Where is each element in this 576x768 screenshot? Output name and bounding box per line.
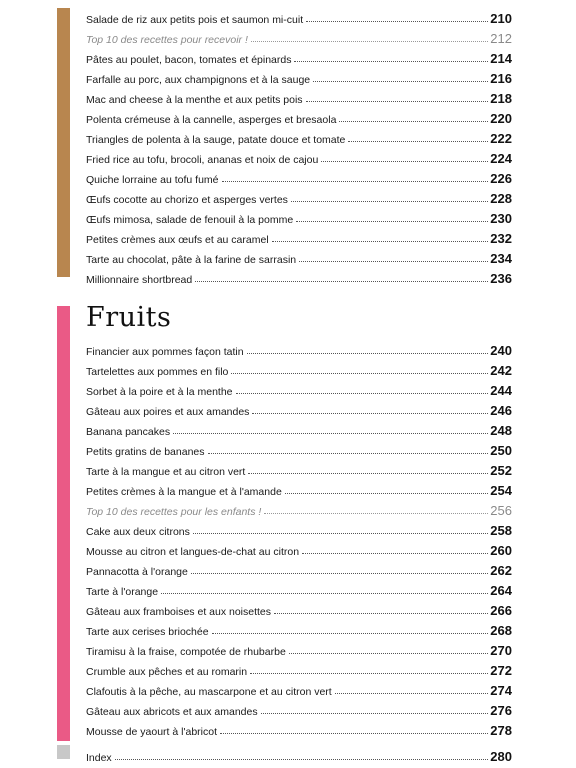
- toc-entry-title: Top 10 des recettes pour les enfants !: [86, 506, 262, 518]
- toc-entry: [86, 26, 512, 46]
- dot-leader: [195, 281, 488, 282]
- toc-entry-page-number: 270: [490, 643, 512, 658]
- toc-entry-title: Tartelettes aux pommes en filo: [86, 366, 229, 378]
- dot-leader: [302, 553, 488, 554]
- toc-entry: [86, 266, 512, 286]
- toc-entry: [86, 698, 512, 718]
- toc-entry: [86, 658, 512, 678]
- toc-entry-page-number: 268: [490, 623, 512, 638]
- toc-entry-title: Pannacotta à l'orange: [86, 566, 188, 578]
- toc-entry: [86, 186, 512, 206]
- toc-entry-title: Pâtes au poulet, bacon, tomates et épinards: [86, 54, 292, 66]
- dot-leader: [161, 593, 488, 594]
- toc-entry: [86, 638, 512, 658]
- toc-entry-page-number: 240: [490, 343, 512, 358]
- dot-leader: [222, 181, 489, 182]
- toc-entry-page-number: 262: [490, 563, 512, 578]
- dot-leader: [252, 413, 488, 414]
- dot-leader: [321, 161, 488, 162]
- dot-leader: [306, 101, 489, 102]
- toc-entry-page-number: 246: [490, 403, 512, 418]
- toc-entry: [86, 718, 512, 738]
- dot-leader: [299, 261, 488, 262]
- toc-entry: [86, 106, 512, 126]
- toc-entry-title: Mousse au citron et langues-de-chat au citron: [86, 546, 300, 558]
- toc-entry-page-number: 260: [490, 543, 512, 558]
- toc-entry: [86, 358, 512, 378]
- toc-entry: [86, 578, 512, 598]
- toc-entry-title: Gâteau aux framboises et aux noisettes: [86, 606, 272, 618]
- toc-entry: [86, 86, 512, 106]
- toc-list-section-1: [86, 6, 512, 286]
- dot-leader: [274, 613, 488, 614]
- section-title-fruits: Fruits: [86, 302, 172, 333]
- dot-leader: [264, 513, 488, 514]
- toc-entry-title: Quiche lorraine au tofu fumé: [86, 174, 219, 186]
- dot-leader: [247, 353, 489, 354]
- toc-entry-page-number: 276: [490, 703, 512, 718]
- toc-entry-title: Tiramisu à la fraise, compotée de rhubarbe: [86, 646, 286, 658]
- dot-leader: [193, 533, 488, 534]
- toc-entry-page-number: 230: [490, 211, 512, 226]
- dot-leader: [250, 673, 488, 674]
- toc-entry-title: Financier aux pommes façon tatin: [86, 346, 244, 358]
- section-color-bar-brown: [57, 8, 70, 277]
- toc-entry: [86, 418, 512, 438]
- toc-entry-title: Œufs mimosa, salade de fenouil à la pomme: [86, 214, 294, 226]
- toc-entry-title: Salade de riz aux petits pois et saumon mi-cuit: [86, 14, 304, 26]
- toc-entry-title: Petites crèmes aux œufs et au caramel: [86, 234, 269, 246]
- toc-entry-title: Gâteau aux abricots et aux amandes: [86, 706, 258, 718]
- dot-leader: [296, 221, 488, 222]
- toc-entry: [86, 126, 512, 146]
- toc-entry-page-number: 226: [490, 171, 512, 186]
- section-color-bar-index: [57, 745, 70, 759]
- toc-entry-page-number: 210: [490, 11, 512, 26]
- toc-entry-page-number: 254: [490, 483, 512, 498]
- toc-entry-page-number: 236: [490, 271, 512, 286]
- toc-entry-page-number: 228: [490, 191, 512, 206]
- toc-entry-title: Petites crèmes à la mangue et à l'amande: [86, 486, 282, 498]
- toc-entry-page-number: 266: [490, 603, 512, 618]
- toc-entry-title: Mac and cheese à la menthe et aux petits pois: [86, 94, 303, 106]
- toc-entry: [86, 226, 512, 246]
- toc-entry: [86, 744, 512, 764]
- dot-leader: [191, 573, 488, 574]
- toc-entry-title: Tarte au chocolat, pâte à la farine de sarrasin: [86, 254, 297, 266]
- toc-entry: [86, 146, 512, 166]
- toc-entry-title: Triangles de polenta à la sauge, patate douce et tomate: [86, 134, 346, 146]
- toc-entry-page-number: 234: [490, 251, 512, 266]
- toc-entry: [86, 338, 512, 358]
- toc-entry: [86, 378, 512, 398]
- toc-entry-page-number: 244: [490, 383, 512, 398]
- dot-leader: [248, 473, 488, 474]
- toc-entry: [86, 538, 512, 558]
- toc-entry-page-number: 274: [490, 683, 512, 698]
- toc-entry-page-number: 250: [490, 443, 512, 458]
- toc-entry-page-number: 232: [490, 231, 512, 246]
- dot-leader: [251, 41, 488, 42]
- toc-entry-title: Fried rice au tofu, brocoli, ananas et noix de cajou: [86, 154, 319, 166]
- toc-list-fruits: [86, 338, 512, 738]
- dot-leader: [236, 393, 489, 394]
- toc-entry-title: Œufs cocotte au chorizo et asperges vertes: [86, 194, 288, 206]
- toc-entry-page-number: 264: [490, 583, 512, 598]
- dot-leader: [272, 241, 489, 242]
- toc-entry-title: Tarte aux cerises briochée: [86, 626, 209, 638]
- toc-entry: [86, 678, 512, 698]
- toc-entry-title: Polenta crémeuse à la cannelle, asperges et bresaola: [86, 114, 337, 126]
- dot-leader: [261, 713, 489, 714]
- toc-entry-page-number: 258: [490, 523, 512, 538]
- toc-entry: [86, 46, 512, 66]
- toc-entry-title: Tarte à l'orange: [86, 586, 159, 598]
- dot-leader: [115, 759, 489, 760]
- dot-leader: [212, 633, 489, 634]
- dot-leader: [220, 733, 488, 734]
- toc-entry: [86, 6, 512, 26]
- toc-entry-page-number: 216: [490, 71, 512, 86]
- toc-entry-title: Tarte à la mangue et au citron vert: [86, 466, 246, 478]
- toc-entry-page-number: 224: [490, 151, 512, 166]
- dot-leader: [291, 201, 488, 202]
- toc-entry-title: Mousse de yaourt à l'abricot: [86, 726, 217, 738]
- dot-leader: [294, 61, 488, 62]
- toc-entry: [86, 206, 512, 226]
- dot-leader: [173, 433, 488, 434]
- toc-entry: [86, 598, 512, 618]
- toc-entry: [86, 518, 512, 538]
- toc-entry: [86, 166, 512, 186]
- toc-entry-title: Petits gratins de bananes: [86, 446, 205, 458]
- toc-entry-page-number: 212: [490, 31, 512, 46]
- toc-entry-page-number: 222: [490, 131, 512, 146]
- toc-entry-title: Gâteau aux poires et aux amandes: [86, 406, 250, 418]
- toc-entry: [86, 66, 512, 86]
- toc-entry-title: Top 10 des recettes pour recevoir !: [86, 34, 248, 46]
- dot-leader: [289, 653, 489, 654]
- toc-entry-page-number: 272: [490, 663, 512, 678]
- dot-leader: [339, 121, 488, 122]
- toc-entry-title: Sorbet à la poire et à la menthe: [86, 386, 233, 398]
- dot-leader: [285, 493, 489, 494]
- dot-leader: [208, 453, 489, 454]
- toc-entry-title: Farfalle au porc, aux champignons et à la sauge: [86, 74, 311, 86]
- dot-leader: [306, 21, 488, 22]
- dot-leader: [335, 693, 489, 694]
- toc-entry-page-number: 278: [490, 723, 512, 738]
- toc-entry: [86, 498, 512, 518]
- toc-entry-page-number: 280: [490, 749, 512, 764]
- toc-entry-page-number: 256: [490, 503, 512, 518]
- toc-entry: [86, 246, 512, 266]
- toc-entry-page-number: 248: [490, 423, 512, 438]
- dot-leader: [348, 141, 488, 142]
- toc-entry: [86, 478, 512, 498]
- toc-entry-page-number: 214: [490, 51, 512, 66]
- section-color-bar-fruits: [57, 306, 70, 741]
- toc-entry-title: Index: [86, 752, 112, 764]
- toc-entry-title: Cake aux deux citrons: [86, 526, 190, 538]
- toc-entry-title: Clafoutis à la pêche, au mascarpone et au citron vert: [86, 686, 332, 698]
- toc-entry-page-number: 242: [490, 363, 512, 378]
- toc-entry: [86, 618, 512, 638]
- toc-entry: [86, 398, 512, 418]
- toc-entry-page-number: 218: [490, 91, 512, 106]
- toc-entry: [86, 458, 512, 478]
- toc-entry: [86, 558, 512, 578]
- toc-entry-page-number: 252: [490, 463, 512, 478]
- toc-entry: [86, 438, 512, 458]
- dot-leader: [231, 373, 488, 374]
- toc-entry-title: Crumble aux pêches et au romarin: [86, 666, 248, 678]
- toc-entry-title: Millionnaire shortbread: [86, 274, 193, 286]
- toc-entry-page-number: 220: [490, 111, 512, 126]
- toc-entry-title: Banana pancakes: [86, 426, 171, 438]
- toc-list-index: [86, 744, 512, 764]
- dot-leader: [313, 81, 488, 82]
